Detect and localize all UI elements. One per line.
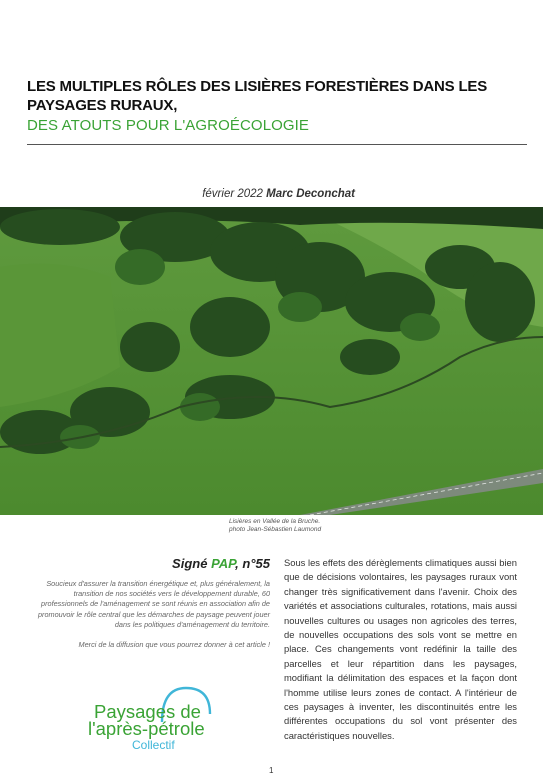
signe-prefix: Signé [172,556,208,571]
signe-pap-heading [25,556,270,571]
photo-caption [229,518,321,534]
article-header [27,77,527,135]
article-subtitle: DES ATOUTS POUR L'AGROÉCOLOGIE [27,117,310,134]
publication-date: février 2022 [202,188,263,200]
logo-line3: Collectif [132,738,175,752]
landscape-photo [0,207,543,515]
collectif-logo [88,684,218,756]
caption-location: Lisières en Vallée de la Bruche. [229,518,321,525]
byline [202,188,355,200]
logo-line2: l'après-pétrole [88,718,205,739]
thanks-note: Merci de la diffusion que vous pourrez donner à cet article ! [78,640,270,650]
caption-credit: photo Jean-Sébastien Laumond [229,526,322,533]
title-divider [27,144,527,145]
article-title: LES MULTIPLES RÔLES DES LISIÈRES FORESTIÈRES DANS LES PAYSAGES RURAUX, [27,78,488,114]
signe-pap: PAP [211,556,236,571]
author-name: Marc Deconchat [266,188,355,200]
signe-number: , n°55 [235,556,270,571]
page-number: 1 [269,766,274,775]
article-body: Sous les effets des dérèglements climatiques aussi bien que de décisions volontaires, les paysages ruraux vont changer très significativement dans l'avenir. Choix des variétés et associations culturales, rotations, mais aussi nouvelles cultures ou usages non agricoles des terres, de nouvelles occupations des sols vont se mettre en place. Ces changements vont redéfinir la taille des parcelles et leur répartition dans les paysages, modifiant la délimitation des espaces et la façon dont l'homme utilise leurs zones de contact. A l'intérieur de ces paysages à inventer, les discontinuités entre les différentes occupations du sol vont présenter des caractéristiques nouvelles. [284,557,517,741]
sidebar-column [25,556,270,650]
association-intro: Soucieux d'assurer la transition énergétique et, plus généralement, la transition de nos sociétés vers le développement durable, 60 professionnels de l'aménagement se sont réunis en association afin de promouvoir le rôle central que les démarches de paysage peuvent jouer dans les politiques d'aménagement du territoire. [37,579,270,629]
logo-line1: Paysages de [94,701,201,722]
